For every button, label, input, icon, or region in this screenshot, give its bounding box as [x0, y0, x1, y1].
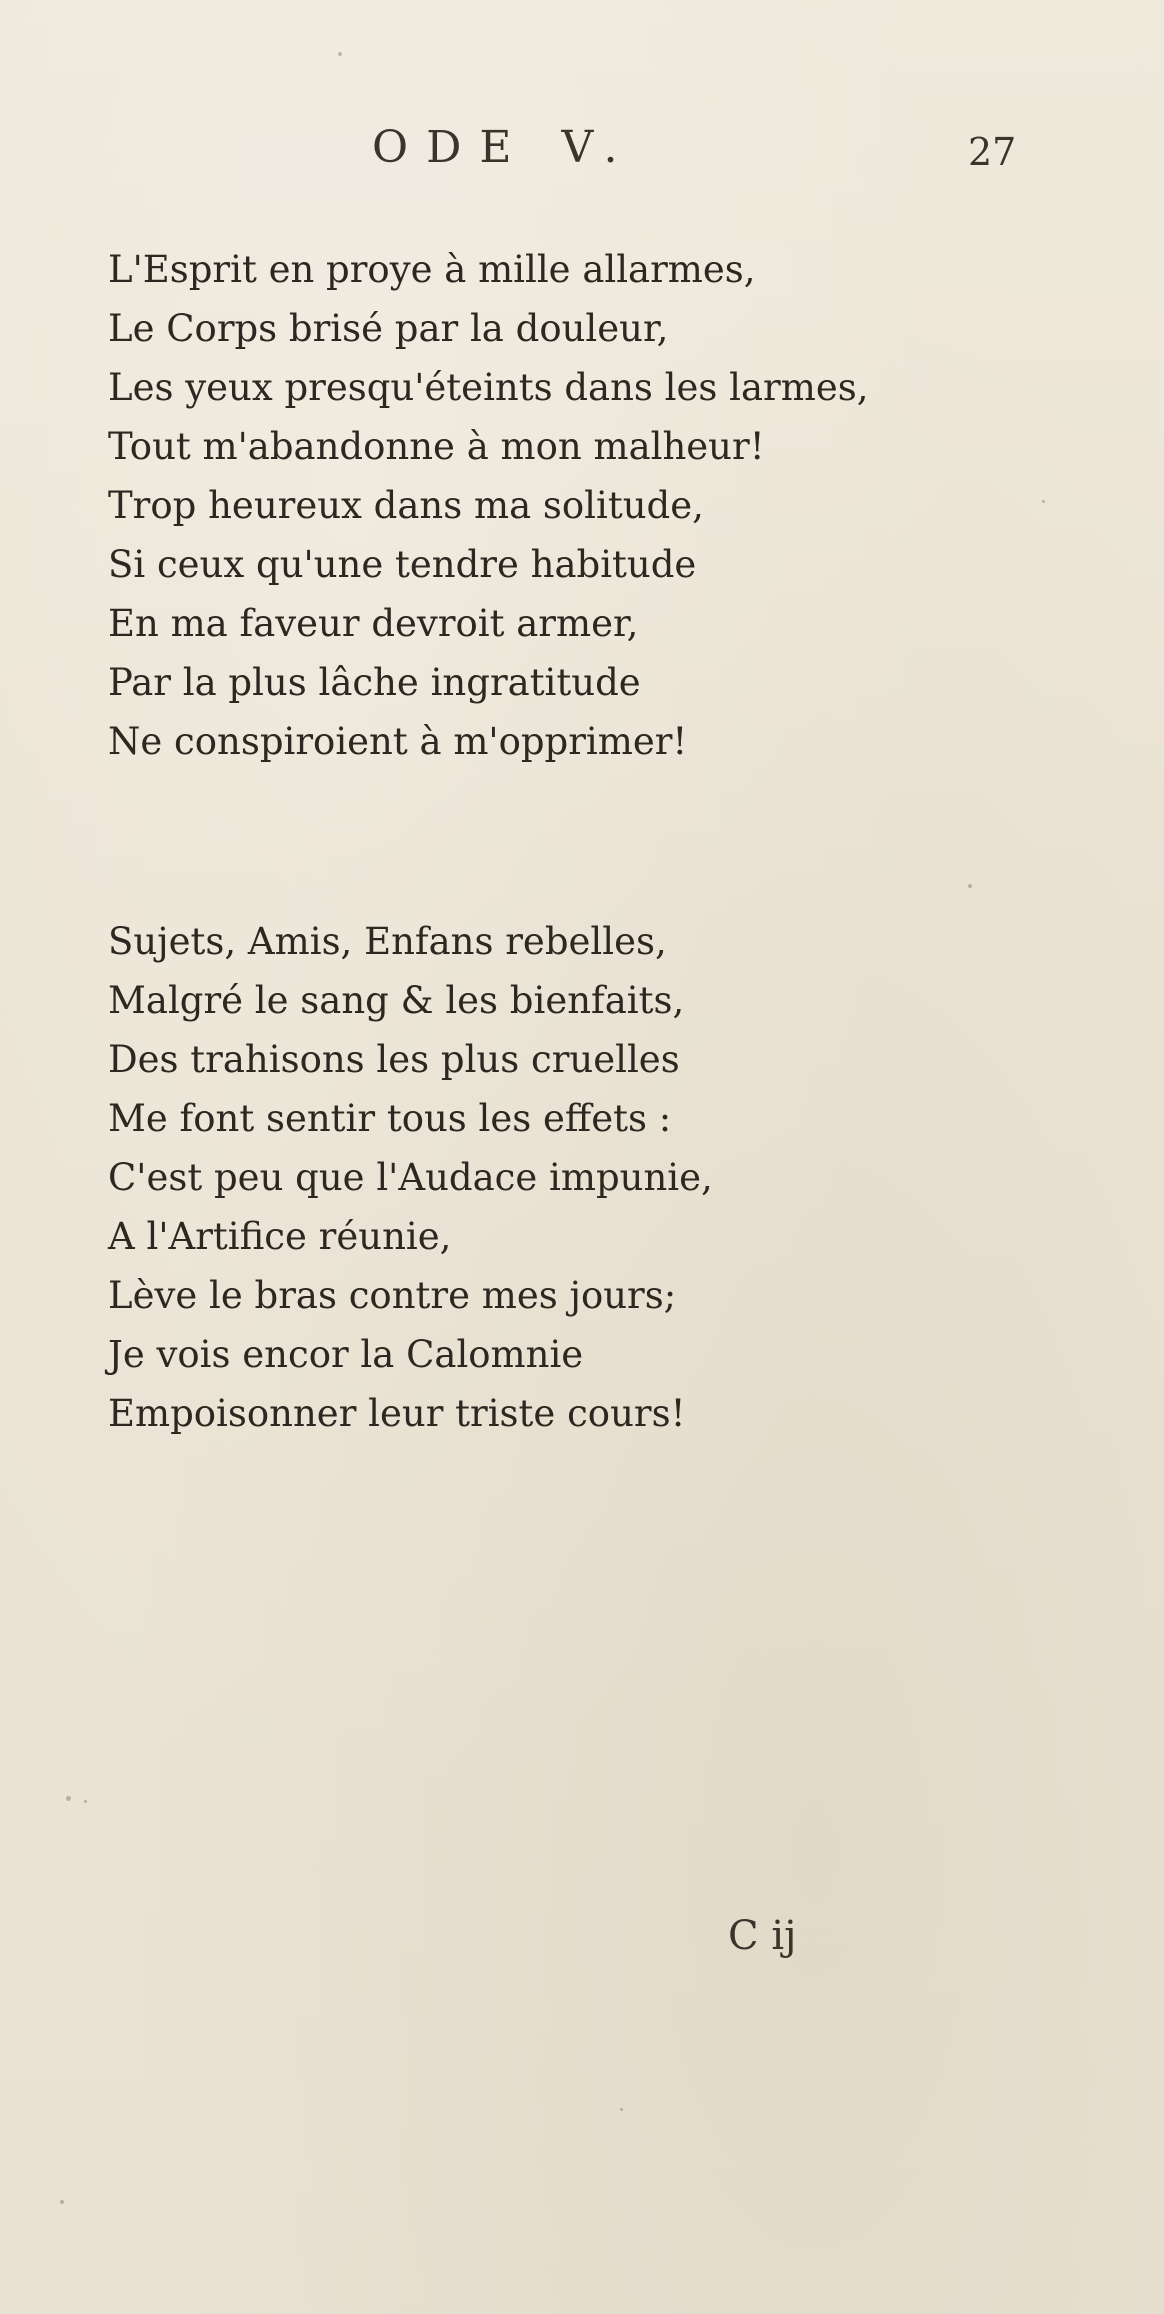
paper-speck	[1042, 500, 1045, 503]
paper-speck	[60, 2200, 64, 2204]
verse-line: En ma faveur devroit armer,	[108, 602, 639, 645]
signature-mark: C ij	[728, 1913, 797, 1959]
verse-line: Les yeux presqu'éteints dans les larmes,	[108, 366, 869, 409]
paper-speck	[620, 2108, 623, 2111]
paper-speck	[84, 1800, 87, 1803]
verse-line: Par la plus lâche ingratitude	[108, 661, 641, 704]
running-head	[0, 118, 1164, 178]
verse-line: A l'Artifice réunie,	[108, 1215, 452, 1258]
verse-line: Empoisonner leur triste cours!	[108, 1392, 686, 1435]
stanza-1	[108, 240, 1008, 771]
page-number: 27	[968, 130, 1017, 174]
verse-line: Je vois encor la Calomnie	[108, 1333, 584, 1376]
paper-speck	[968, 884, 972, 888]
ode-title: ODE V.	[372, 122, 636, 173]
verse-line: Le Corps brisé par la douleur,	[108, 307, 669, 350]
verse-line: Si ceux qu'une tendre habitude	[108, 543, 697, 586]
verse-line: Trop heureux dans ma solitude,	[108, 484, 704, 527]
verse-line: C'est peu que l'Audace impunie,	[108, 1156, 713, 1199]
stanza-2	[108, 912, 1008, 1443]
verse-line: Des trahisons les plus cruelles	[108, 1038, 680, 1081]
verse-line: Tout m'abandonne à mon malheur!	[108, 425, 765, 468]
paper-speck	[338, 52, 342, 56]
verse-line: Sujets, Amis, Enfans rebelles,	[108, 920, 667, 963]
verse-line: Malgré le sang & les bienfaits,	[108, 979, 685, 1022]
paper-speck	[66, 1796, 71, 1801]
verse-line: Lève le bras contre mes jours;	[108, 1274, 677, 1317]
verse-line: Ne conspiroient à m'opprimer!	[108, 720, 688, 763]
verse-line: Me font sentir tous les effets :	[108, 1097, 672, 1140]
verse-line: L'Esprit en proye à mille allarmes,	[108, 248, 756, 291]
